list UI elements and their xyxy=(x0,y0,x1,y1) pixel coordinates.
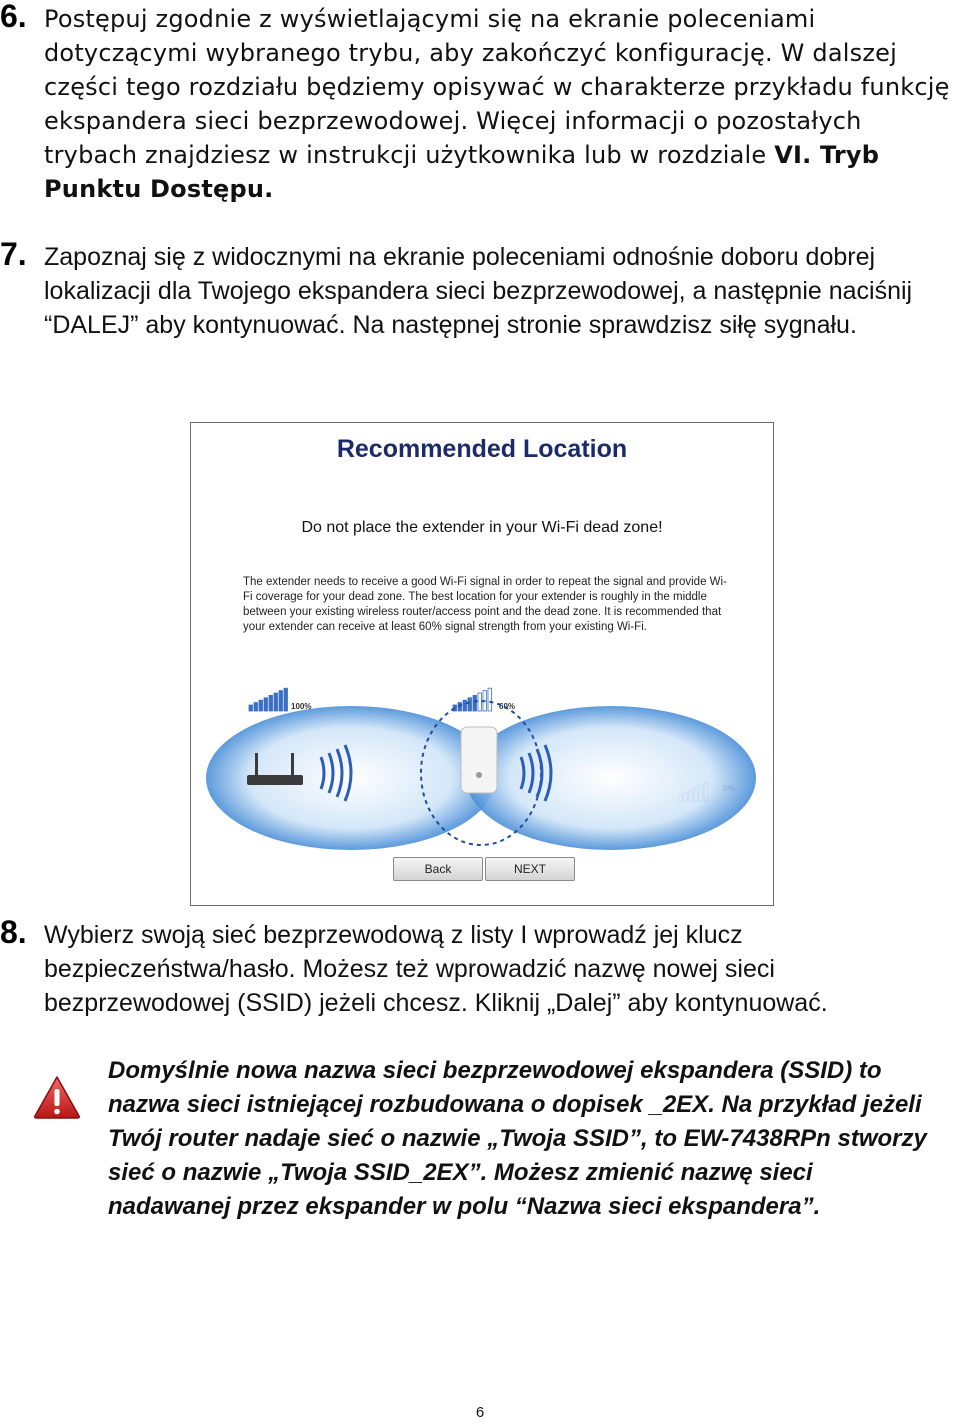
signal-bar xyxy=(478,693,482,711)
step-number: 8. xyxy=(0,914,27,950)
signal-bar xyxy=(468,698,472,711)
next-button[interactable]: NEXT xyxy=(485,857,575,881)
signal-bar xyxy=(249,705,253,711)
step-7-text: Zapoznaj się z widocznymi na ekranie poleceniami odnośnie doboru dobrej lokalizacji dla Twojego ekspandera sieci bezprzewodowej, a następnie naciśnij “DALEJ” aby kontynuować. Na następnej stronie sprawdzisz siłę sygnału. xyxy=(44,243,913,339)
signal-bar xyxy=(488,688,492,711)
step-text xyxy=(44,2,960,206)
ssid-note: Domyślnie nowa nazwa sieci bezprzewodowej ekspandera (SSID) to nazwa sieci istniejącej rozbudowana o dopisek _2EX. Na przykład jeżeli Twój router nadaje sieć o nazwie „Twoja SSID”, to EW-7438RPn stworzy sieć o nazwie „Twoja SSID_2EX”. Możesz zmienić nazwę sieci nadawanej przez ekspander w polu “Nazwa sieci ekspandera”. xyxy=(108,1057,927,1220)
router-signal-bars-icon xyxy=(249,688,288,711)
recommended-location-screenshot xyxy=(190,422,774,906)
signal-bar xyxy=(259,700,263,711)
signal-bar xyxy=(254,703,258,711)
step-6-text: Postępuj zgodnie z wyświetlającymi się na ekranie poleceniami dotyczącymi wybranego trybu, aby zakończyć konfigurację. W dalszej części tego rozdziału będziemy opisywać w charakterze przykładu funkcję ekspandera sieci bezprzewodowej. Więcej informacji o pozostałych trybach znajdziesz w instrukcji użytkownika lub w rozdziale xyxy=(44,5,950,169)
signal-bar xyxy=(264,698,268,711)
signal-bar xyxy=(274,693,278,711)
signal-bar xyxy=(473,695,477,711)
extender-signal-label: 60% xyxy=(499,702,516,711)
coverage-illustration xyxy=(191,673,773,853)
extender-signal-bars-icon xyxy=(453,688,492,711)
router-signal-label: 100% xyxy=(291,702,312,711)
step-number: 7. xyxy=(0,236,27,272)
extender-coverage-area xyxy=(466,706,756,850)
signal-bar xyxy=(463,700,467,711)
signal-bar xyxy=(284,688,288,711)
screenshot-title: Recommended Location xyxy=(336,435,628,463)
signal-bar xyxy=(269,695,273,711)
chapter-reference: VI. Tryb Punktu Dostępu. xyxy=(44,141,880,203)
step-8-text: Wybierz swoją sieć bezprzewodową z listy I wprowadź jej klucz bezpieczeństwa/hasło. Możesz też wprowadzić nazwę nowej sieci bezprzewodowej (SSID) jeżeli chcesz. Kliknij „Dalej” aby kontynuować. xyxy=(44,921,828,1017)
screenshot-description: The extender needs to receive a good Wi-Fi signal in order to repeat the signal and provide Wi-Fi coverage for your dead zone. The best location for your extender is roughly in the middle between your existing wireless router/access point and the dead zone. It is recommended that your extender can receive at least 60% signal strength from your existing Wi-Fi. xyxy=(243,576,727,633)
page-number: 6 xyxy=(475,1404,485,1421)
step-number: 6. xyxy=(0,0,27,34)
warning-icon xyxy=(32,1074,82,1120)
extender-device-icon xyxy=(461,727,497,793)
signal-bar xyxy=(279,691,283,711)
back-button[interactable]: Back xyxy=(393,857,483,881)
screenshot-subtitle: Do not place the extender in your Wi-Fi dead zone! xyxy=(301,519,663,536)
signal-bar xyxy=(458,703,462,711)
